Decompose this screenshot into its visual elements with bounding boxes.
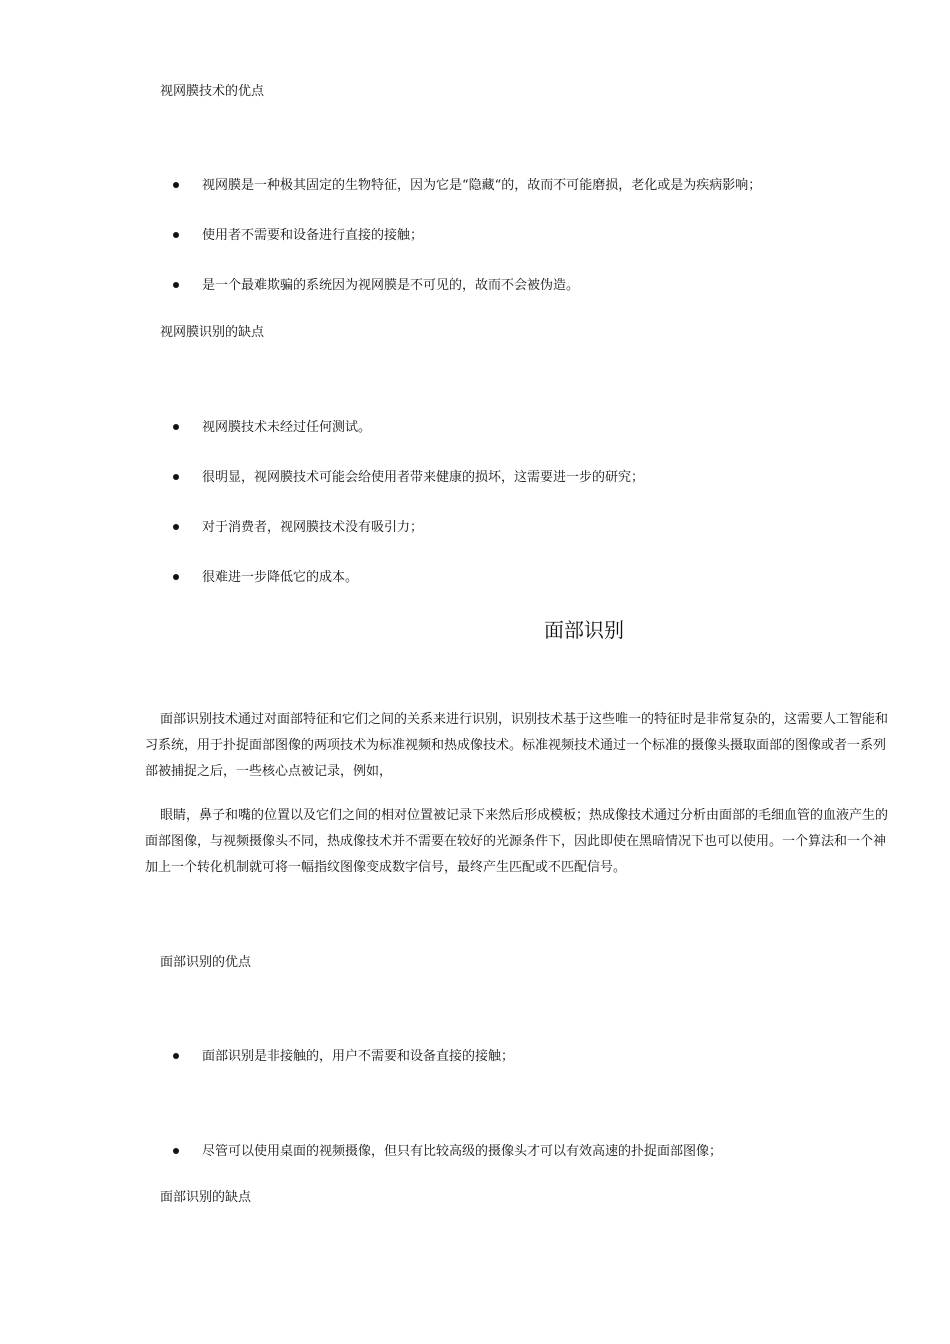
paragraph-line: 面部图像，与视频摄像头不同，热成像技术并不需要在较好的光源条件下，因此即使在黑暗情况下也可以使用。一个算法和一个神 — [145, 834, 887, 849]
bullet-icon — [173, 182, 179, 188]
paragraph-line: 部被捕捉之后，一些核心点被记录，例如， — [145, 764, 393, 779]
bullet-icon — [173, 524, 179, 530]
list-item: 很难进一步降低它的成本。 — [202, 570, 359, 585]
retina-pros-heading: 视网膜技术的优点 — [160, 84, 265, 99]
section-title: 面部识别 — [544, 618, 624, 642]
list-item: 使用者不需要和设备进行直接的接触； — [202, 228, 424, 243]
list-item: 很明显，视网膜技术可能会给使用者带来健康的损坏，这需要进一步的研究； — [202, 470, 645, 485]
bullet-icon — [173, 282, 179, 288]
bullet-icon — [173, 424, 179, 430]
bullet-icon — [173, 474, 179, 480]
paragraph-line: 面部识别技术通过对面部特征和它们之间的关系来进行识别，识别技术基于这些唯一的特征时是非常复杂的，这需要人工智能和 — [160, 712, 889, 727]
paragraph-line: 眼睛，鼻子和嘴的位置以及它们之间的相对位置被记录下来然后形成模板；热成像技术通过分析由面部的毛细血管的血液产生的 — [160, 808, 889, 823]
face-cons-heading: 面部识别的缺点 — [160, 1190, 252, 1205]
bullet-icon — [173, 1148, 179, 1154]
list-item: 是一个最难欺骗的系统因为视网膜是不可见的，故而不会被伪造。 — [202, 278, 580, 293]
list-item: 尽管可以使用桌面的视频摄像，但只有比较高级的摄像头才可以有效高速的扑捉面部图像； — [202, 1144, 723, 1159]
bullet-icon — [173, 1053, 179, 1059]
paragraph-line: 加上一个转化机制就可将一幅指纹图像变成数字信号，最终产生匹配或不匹配信号。 — [145, 860, 627, 875]
list-item: 对于消费者，视网膜技术没有吸引力； — [202, 520, 424, 535]
retina-cons-heading: 视网膜识别的缺点 — [160, 325, 265, 340]
bullet-icon — [173, 232, 179, 238]
bullet-icon — [173, 574, 179, 580]
list-item: 视网膜是一种极其固定的生物特征，因为它是“隐藏“的，故而不可能磨损，老化或是为疾病影响； — [202, 178, 762, 193]
list-item: 面部识别是非接触的，用户不需要和设备直接的接触； — [202, 1049, 515, 1064]
paragraph-line: 习系统，用于扑捉面部图像的两项技术为标准视频和热成像技术。标准视频技术通过一个标准的摄像头摄取面部的图像或者一系列 — [145, 738, 887, 753]
list-item: 视网膜技术未经过任何测试。 — [202, 420, 372, 435]
face-pros-heading: 面部识别的优点 — [160, 955, 252, 970]
